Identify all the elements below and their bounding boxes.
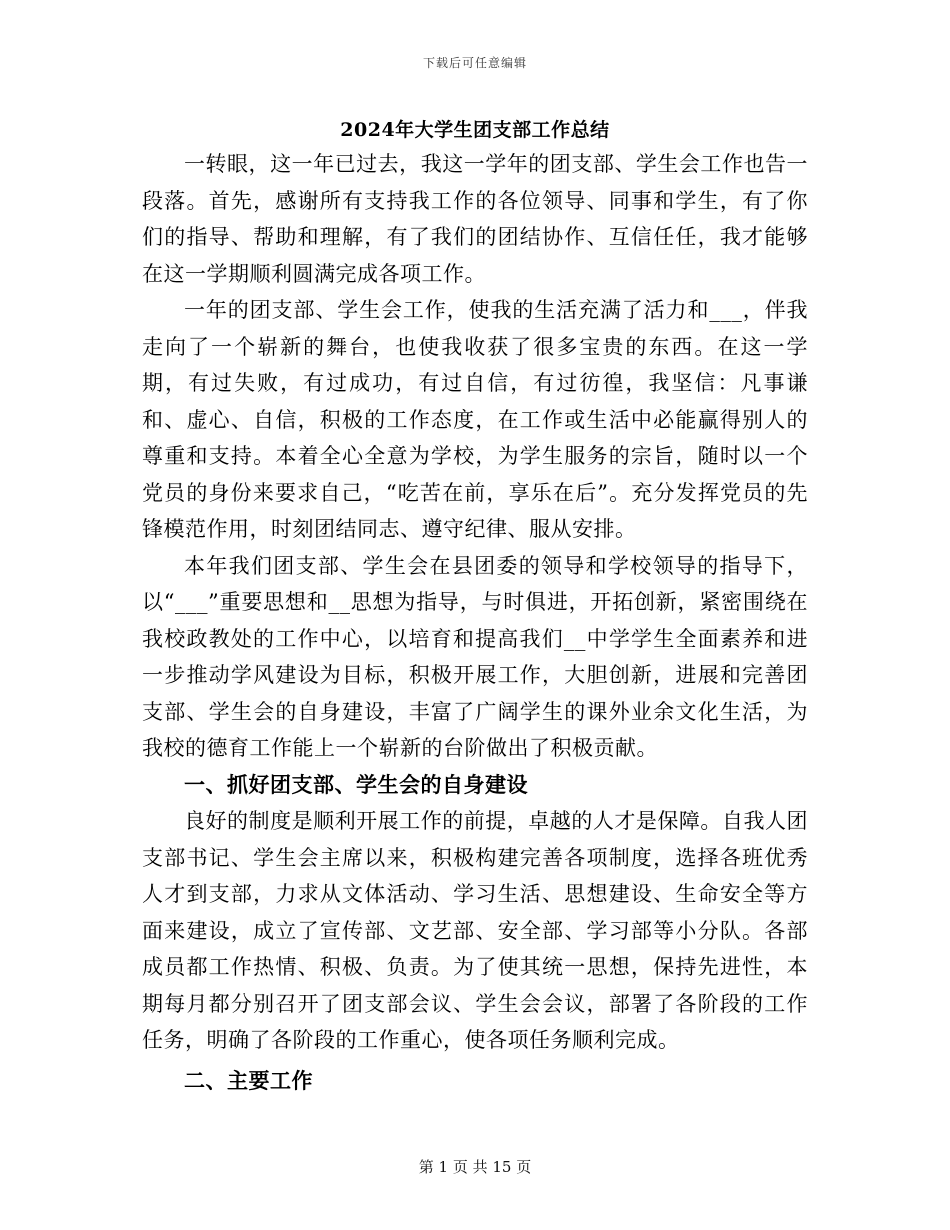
section-heading-2: 二、主要工作 [184, 1067, 313, 1093]
paragraph-overview: 本年我们团支部、学生会在县团委的领导和学校领导的指导下，以“___”重要思想和__思想为指导，与时俱进，开拓创新，紧密围绕在我校政教处的工作中心，以培育和提高我们__中学学生全面素养和进一步推动学风建设为目标，积极开展工作，大胆创新，进展和完善团支部、学生会的自身建设，丰富了广阔学生的课外业余文化生活，为我校的德育工作能上一个崭新的台阶做出了积极贡献。 [142, 553, 808, 760]
paragraph-section-1: 良好的制度是顺利开展工作的前提，卓越的人才是保障。自我人团支部书记、学生会主席以来，积极构建完善各项制度，选择各班优秀人才到支部，力求从文体活动、学习生活、思想建设、生命安全等方面来建设，成立了宣传部、文艺部、安全部、学习部等小分队。各部成员都工作热情、积极、负责。为了使其统一思想，保持先进性，本期每月都分别召开了团支部会议、学生会会议，部署了各阶段的工作任务，明确了各阶段的工作重心，使各项任务顺利完成。 [142, 809, 808, 1052]
page-number: 第 1 页 共 15 页 [418, 1158, 532, 1176]
paragraph-intro: 一转眼，这一年已过去，我这一学年的团支部、学生会工作也告一段落。首先，感谢所有支持我工作的各位领导、同事和学生，有了你们的指导、帮助和理解，有了我们的团结协作、互信任任，我才能够在这一学期顺利圆满完成各项工作。 [142, 152, 808, 286]
paragraph-reflection: 一年的团支部、学生会工作，使我的生活充满了活力和___，伴我走向了一个崭新的舞台，也使我收获了很多宝贵的东西。在这一学期，有过失败，有过成功，有过自信，有过彷徨，我坚信：凡事谦和、虚心、自信，积极的工作态度，在工作或生活中必能赢得别人的尊重和支持。本着全心全意为学校，为学生服务的宗旨，随时以一个党员的身份来要求自己，“吃苦在前，享乐在后”。充分发挥党员的先锋模范作用，时刻团结同志、遵守纪律、服从安排。 [142, 298, 808, 541]
document-body [142, 146, 808, 1099]
section-heading-1: 一、抓好团支部、学生会的自身建设 [184, 771, 528, 797]
document-title: 2024年大学生团支部工作总结 [340, 119, 610, 141]
header-note: 下载后可任意编辑 [422, 56, 527, 70]
